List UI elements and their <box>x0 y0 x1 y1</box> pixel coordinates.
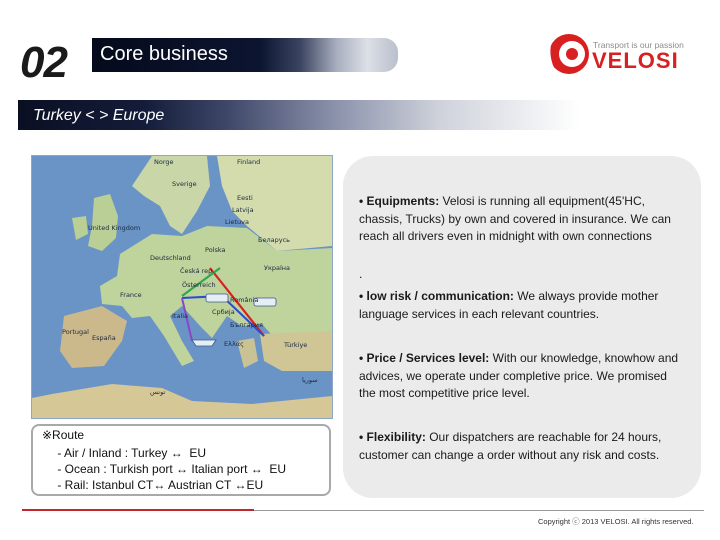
map-label: Беларусь <box>258 236 290 244</box>
map-label: Italia <box>172 312 189 320</box>
bullet-price <box>359 350 685 403</box>
map-label: España <box>92 334 116 342</box>
bullet-equipments-label: • Equipments: <box>359 194 440 208</box>
route-title: ※Route <box>42 428 85 442</box>
route-ocean: - Ocean : Turkish port ↔ Italian port ↔ EU <box>54 462 287 476</box>
map-label: United Kingdom <box>88 224 141 232</box>
map-label: Eesti <box>237 194 253 202</box>
bullet-dot: . <box>359 267 363 281</box>
bullet-flexibility <box>359 429 685 464</box>
map-label: Norge <box>154 158 174 166</box>
truck-icon <box>206 294 228 302</box>
bullet-risk-text: We always provide mother language services in each relevant countries. <box>359 289 659 321</box>
map-label: България <box>230 321 263 329</box>
map-label: تونس <box>150 388 166 396</box>
bullet-flexibility-text: Our dispatchers are reachable for 24 hours, customer can change a order without any risk and costs. <box>359 430 662 462</box>
brand-name: VELOSI <box>592 48 679 73</box>
map-label: Latvija <box>232 206 254 214</box>
map-label: Polska <box>205 246 226 254</box>
bullet-risk <box>359 288 685 323</box>
map-label: Україна <box>264 264 291 272</box>
map-label: Portugal <box>62 328 89 336</box>
map-label: Türkiye <box>284 341 308 349</box>
page-title: Core business <box>100 43 228 65</box>
turkey-land <box>260 331 332 371</box>
subtitle: Turkey < > Europe <box>33 107 165 124</box>
map-label: Česká rep. <box>180 267 215 275</box>
route-air: - Air / Inland : Turkey ↔ EU <box>54 446 207 460</box>
bullet-price-text: With our knowledge, knowhow and advices, we operate under completive price. We promised the most competitive price level. <box>359 351 679 400</box>
brand-tagline: Transport is our passion <box>593 40 684 50</box>
footer-divider-red <box>22 509 254 511</box>
africa-land <box>32 384 332 418</box>
uk-land <box>88 194 118 251</box>
section-number: 02 <box>20 38 67 87</box>
map-label: România <box>230 296 259 304</box>
footer-divider-gray <box>254 510 704 511</box>
copyright: Copyright ⓒ 2013 VELOSI. All rights reserved. <box>538 517 694 526</box>
bullet-equipments-text: Velosi is running all equipment(45'HC, chassis, Trucks) by own and covered in insurance. We can reach all drivers even in midnight with own connections <box>359 194 671 243</box>
ship-icon <box>192 340 216 346</box>
map-label: Deutschland <box>150 254 191 262</box>
map-label: Finland <box>237 158 261 166</box>
map-label: سوريا <box>302 376 318 384</box>
map-label: Lietuva <box>225 218 249 226</box>
bullet-price-label: • Price / Services level: <box>359 351 490 365</box>
ireland-land <box>72 216 88 240</box>
map-label: Србија <box>212 308 235 316</box>
scandinavia-land <box>132 156 210 234</box>
bullet-risk-label: • low risk / communication: <box>359 289 514 303</box>
map-label: France <box>120 291 142 299</box>
map-label: Ελλάς <box>224 340 244 348</box>
bullet-equipments <box>359 193 685 246</box>
map-label: Sverige <box>172 180 197 188</box>
bullet-flexibility-label: • Flexibility: <box>359 430 426 444</box>
europe-map <box>31 155 333 419</box>
map-label: Österreich <box>182 281 216 289</box>
route-rail: - Rail: Istanbul CT↔ Austrian CT ↔EU <box>54 478 264 492</box>
